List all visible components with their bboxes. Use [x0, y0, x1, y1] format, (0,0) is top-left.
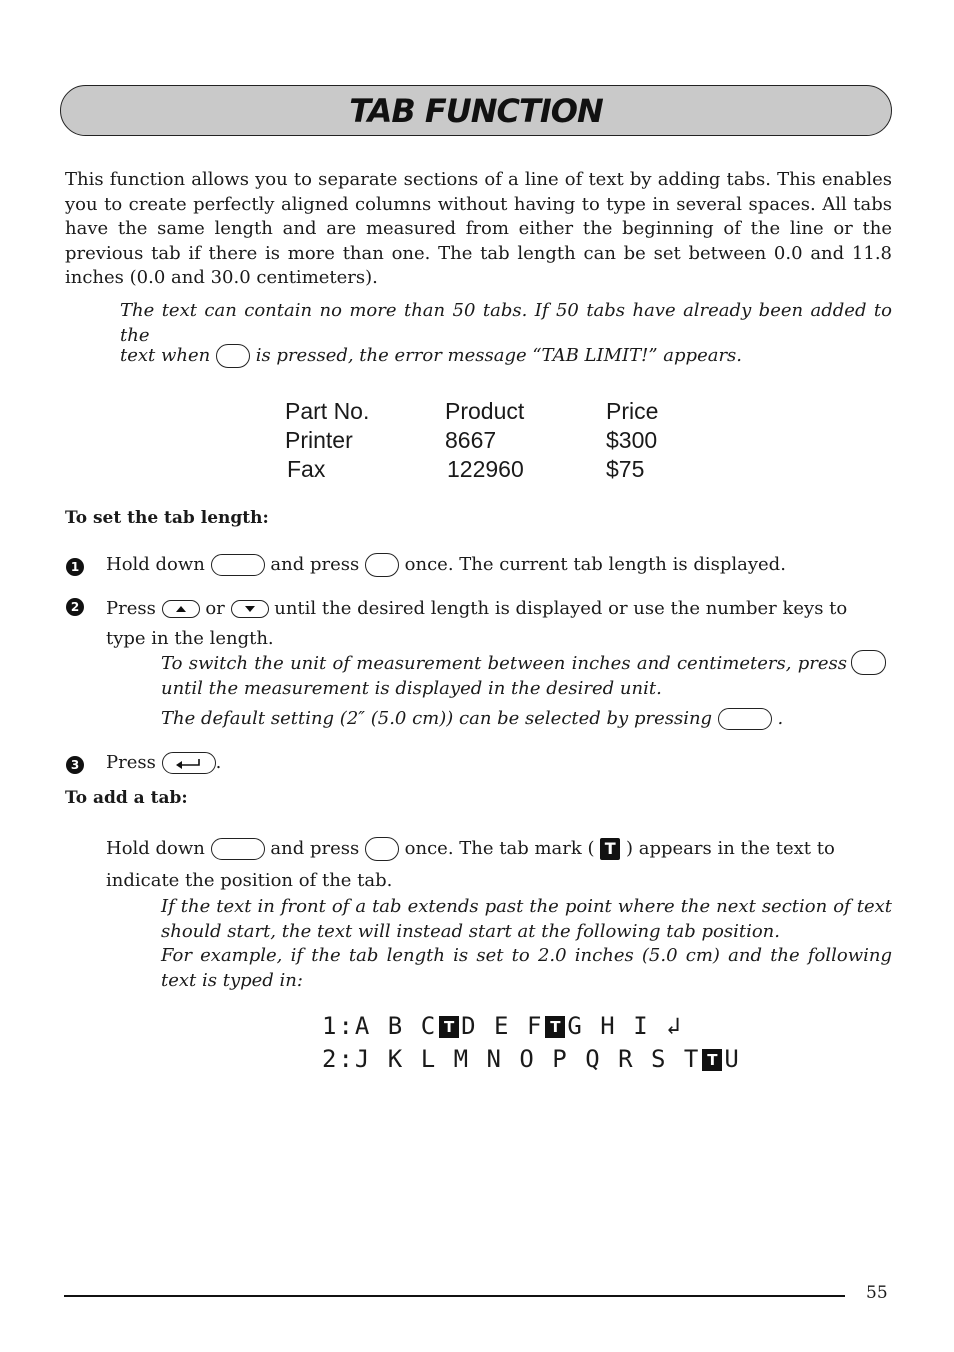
lcd-line-1: [322, 1012, 683, 1040]
step2-text: [106, 594, 892, 654]
lcd-text: G H I: [567, 1012, 650, 1040]
add-a: Hold down: [106, 838, 205, 859]
step3-text: [106, 751, 221, 776]
step2-b: or: [205, 598, 225, 619]
lcd-line-2: [322, 1045, 741, 1073]
tab-limit-note-pre: text when: [120, 345, 211, 366]
space-key-icon: [851, 650, 886, 675]
lcd-text: D E F: [461, 1012, 544, 1040]
page-number: 55: [866, 1283, 888, 1303]
default-note-text: The default setting (2″ (5.0 cm)) can be selected by pressing: [161, 708, 713, 729]
example-note: For example, if the tab length is set to 2.0 inches (5.0 cm) and the following text is typed in:: [161, 945, 892, 991]
tab-limit-note-line2: [120, 344, 892, 369]
table-cell: $75: [606, 456, 645, 482]
table-cell: $300: [606, 427, 658, 453]
default-note: [161, 707, 892, 732]
code-key-icon: [211, 554, 265, 576]
tab-key-icon: [365, 837, 399, 861]
step2-c: until the desired length is displayed or use the number keys to type in the length.: [106, 598, 848, 649]
add-tab-heading: To add a tab:: [65, 788, 188, 808]
set-tab-heading: To set the tab length:: [65, 508, 269, 528]
table-cell: Part No.: [285, 398, 370, 424]
add-b: and press: [270, 838, 360, 859]
add-tab-text: [106, 833, 892, 897]
tab-mark-icon: T: [702, 1049, 722, 1071]
page-title: TAB FUNCTION: [349, 92, 603, 130]
step1-b: and press: [270, 554, 360, 575]
tab-key-icon: [365, 553, 399, 577]
lcd-text: U: [724, 1045, 741, 1073]
return-key-icon: [162, 752, 216, 774]
code-key-icon: [211, 838, 265, 860]
cursor-up-key-icon: [162, 600, 200, 618]
step3-a: Press: [106, 752, 156, 773]
overflow-note: If the text in front of a tab extends past the point where the next section of text should start, the text will instead start at the following tab position.: [161, 896, 892, 942]
unit-note-line1: To switch the unit of measurement between inches and centimeters, press: [161, 653, 847, 674]
tab-key-icon: [216, 344, 250, 368]
add-c: once. The tab mark (: [404, 838, 595, 859]
clear-key-icon: [718, 708, 772, 730]
lcd-text: J K L M N O P Q R S T: [354, 1045, 701, 1073]
unit-note-line2: until the measurement is displayed in the desired unit.: [161, 678, 662, 699]
table-cell: Printer: [285, 427, 353, 453]
tab-mark-icon: T: [439, 1016, 459, 1038]
step2-a: Press: [106, 598, 156, 619]
step-number: 3: [66, 756, 84, 774]
lcd-text: A B C: [354, 1012, 438, 1040]
default-note-end: .: [777, 708, 784, 729]
step1-a: Hold down: [106, 554, 205, 575]
step3-end: .: [215, 752, 222, 773]
tab-limit-note-post: is pressed, the error message “TAB LIMIT!” appears.: [255, 345, 743, 366]
step-number: 2: [66, 598, 84, 616]
table-cell: 8667: [445, 427, 497, 453]
step1-c: once. The current tab length is displayed.: [404, 554, 786, 575]
table-cell: Product: [445, 398, 525, 424]
tab-mark-icon: T: [545, 1016, 565, 1038]
footer-rule: [64, 1295, 845, 1297]
title-banner: [60, 85, 892, 136]
return-mark-icon: ↲: [666, 1012, 683, 1040]
add-d: ) appears in the text to indicate the position of the tab.: [106, 838, 835, 891]
step-number: 1: [66, 558, 84, 576]
table-cell: 122960: [447, 456, 524, 482]
tab-mark-icon: T: [600, 838, 620, 860]
step1-text: [106, 553, 892, 578]
tab-limit-note-line1: The text can contain no more than 50 tabs. If 50 tabs have already been added to the: [120, 300, 892, 346]
lcd-line-number: 2:: [322, 1045, 355, 1073]
cursor-down-key-icon: [231, 600, 269, 618]
intro-paragraph: This function allows you to separate sections of a line of text by adding tabs. This enables you to create perfectly aligned columns without having to type in several spaces. All tabs have the same length and are measured from either the beginning of the line or the previous tab if there is more than one. The tab length can be set between 0.0 and 11.8 inches (0.0 and 30.0 centimeters).: [65, 169, 892, 288]
table-cell: Fax: [287, 456, 326, 482]
table-cell: Price: [606, 398, 659, 424]
lcd-line-number: 1:: [322, 1012, 355, 1040]
